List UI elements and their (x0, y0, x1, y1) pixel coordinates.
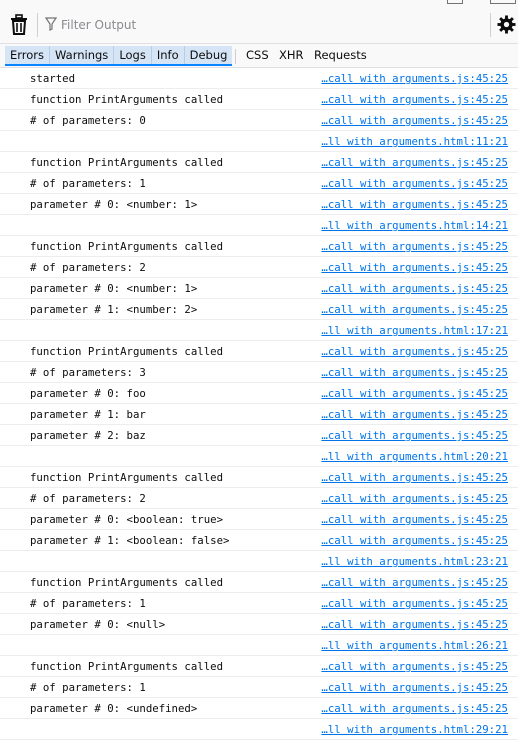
top-edge-mark (447, 0, 463, 4)
trash-icon[interactable] (9, 14, 29, 36)
log-message-text: # of parameters: 3 (30, 366, 146, 379)
log-source-link[interactable]: …call with arguments.js:45:25 (321, 177, 508, 190)
log-level-filters (5, 46, 232, 66)
log-message (0, 362, 518, 383)
console-toolbar (0, 0, 518, 44)
log-message (0, 152, 518, 173)
log-message-text: parameter # 0: <number: 1> (30, 282, 198, 295)
log-message (0, 446, 518, 467)
log-message (0, 110, 518, 131)
log-message (0, 572, 518, 593)
log-source-link[interactable]: …ll with arguments.html:23:21 (321, 555, 508, 568)
log-source-link[interactable]: …ll with arguments.html:26:21 (321, 639, 508, 652)
top-edge-mark (490, 0, 516, 4)
log-message (0, 635, 518, 656)
log-message-text: function PrintArguments called (30, 156, 224, 169)
log-source-link[interactable]: …call with arguments.js:45:25 (321, 429, 508, 442)
filter-requests-button[interactable]: Requests (314, 48, 367, 62)
log-message-text: parameter # 1: bar (30, 408, 146, 421)
log-source-link[interactable]: …call with arguments.js:45:25 (321, 702, 508, 715)
log-message-text: # of parameters: 2 (30, 261, 146, 274)
log-source-link[interactable]: …call with arguments.js:45:25 (321, 114, 508, 127)
log-source-link[interactable]: …call with arguments.js:45:25 (321, 366, 508, 379)
console-output (0, 68, 518, 740)
log-source-link[interactable]: …ll with arguments.html:20:21 (321, 450, 508, 463)
log-source-link[interactable]: …call with arguments.js:45:25 (321, 597, 508, 610)
log-message (0, 278, 518, 299)
toolbar-separator (37, 13, 38, 37)
log-message (0, 320, 518, 341)
log-source-link[interactable]: …call with arguments.js:45:25 (321, 534, 508, 547)
log-source-link[interactable]: …call with arguments.js:45:25 (321, 156, 508, 169)
log-message (0, 341, 518, 362)
filter-info-button[interactable]: Info (152, 46, 185, 64)
log-source-link[interactable]: …ll with arguments.html:11:21 (321, 135, 508, 148)
log-message (0, 68, 518, 89)
log-message (0, 551, 518, 572)
log-source-link[interactable]: …call with arguments.js:45:25 (321, 471, 508, 484)
filter-debug-button[interactable]: Debug (189, 48, 228, 62)
filter-output-input[interactable] (61, 14, 481, 36)
log-source-link[interactable]: …ll with arguments.html:14:21 (321, 219, 508, 232)
log-message-text: function PrintArguments called (30, 345, 224, 358)
log-message-text: # of parameters: 1 (30, 177, 146, 190)
log-message (0, 488, 518, 509)
log-message (0, 131, 518, 152)
log-message (0, 677, 518, 698)
log-message (0, 593, 518, 614)
log-message-text: # of parameters: 1 (30, 597, 146, 610)
filter-warnings-button[interactable]: Warnings (50, 46, 114, 64)
log-message (0, 215, 518, 236)
log-message (0, 173, 518, 194)
log-message (0, 530, 518, 551)
log-message-text: function PrintArguments called (30, 471, 224, 484)
funnel-icon (45, 17, 57, 31)
log-source-link[interactable]: …call with arguments.js:45:25 (321, 576, 508, 589)
log-message (0, 383, 518, 404)
filter-bar (0, 44, 518, 68)
log-message-text: function PrintArguments called (30, 576, 224, 589)
log-message (0, 719, 518, 740)
log-source-link[interactable]: …call with arguments.js:45:25 (321, 492, 508, 505)
log-message (0, 656, 518, 677)
log-message-text: parameter # 2: baz (30, 429, 146, 442)
log-source-link[interactable]: …call with arguments.js:45:25 (321, 261, 508, 274)
log-source-link[interactable]: …call with arguments.js:45:25 (321, 618, 508, 631)
filter-errors-button[interactable]: Errors (5, 46, 50, 64)
log-message (0, 404, 518, 425)
log-source-link[interactable]: …call with arguments.js:45:25 (321, 345, 508, 358)
log-message-text: # of parameters: 1 (30, 681, 146, 694)
log-message-text: # of parameters: 0 (30, 114, 146, 127)
log-message (0, 467, 518, 488)
log-message (0, 89, 518, 110)
gear-icon[interactable] (497, 15, 516, 34)
log-message (0, 257, 518, 278)
log-source-link[interactable]: …call with arguments.js:45:25 (321, 681, 508, 694)
log-message (0, 194, 518, 215)
log-message (0, 299, 518, 320)
log-message-text: parameter # 1: <boolean: false> (30, 534, 230, 547)
log-message-text: function PrintArguments called (30, 660, 224, 673)
log-message-text: # of parameters: 2 (30, 492, 146, 505)
log-message-text: parameter # 0: foo (30, 387, 146, 400)
log-message (0, 698, 518, 719)
log-source-link[interactable]: …call with arguments.js:45:25 (321, 660, 508, 673)
log-source-link[interactable]: …call with arguments.js:45:25 (321, 303, 508, 316)
log-source-link[interactable]: …call with arguments.js:45:25 (321, 198, 508, 211)
log-message-text: parameter # 0: <boolean: true> (30, 513, 224, 526)
log-source-link[interactable]: …ll with arguments.html:29:21 (321, 723, 508, 736)
log-message-text: parameter # 0: <number: 1> (30, 198, 198, 211)
log-message-text: parameter # 0: <undefined> (30, 702, 198, 715)
log-source-link[interactable]: …call with arguments.js:45:25 (321, 240, 508, 253)
log-message-text: parameter # 1: <number: 2> (30, 303, 198, 316)
log-message (0, 425, 518, 446)
filter-xhr-button[interactable]: XHR (279, 48, 304, 62)
log-message-text: function PrintArguments called (30, 93, 224, 106)
filter-logs-button[interactable]: Logs (114, 46, 152, 64)
log-source-link[interactable]: …call with arguments.js:45:25 (321, 387, 508, 400)
log-source-link[interactable]: …call with arguments.js:45:25 (321, 408, 508, 421)
log-message-text: started (30, 72, 76, 85)
log-source-link[interactable]: …call with arguments.js:45:25 (321, 513, 508, 526)
log-message-text: parameter # 0: <null> (30, 618, 166, 631)
log-source-link[interactable]: …ll with arguments.html:17:21 (321, 324, 508, 337)
log-source-link[interactable]: …call with arguments.js:45:25 (321, 93, 508, 106)
log-source-link[interactable]: …call with arguments.js:45:25 (321, 72, 508, 85)
filter-css-button[interactable]: CSS (246, 48, 269, 62)
log-message (0, 236, 518, 257)
log-message (0, 509, 518, 530)
filter-separator (235, 49, 236, 64)
log-message-text: function PrintArguments called (30, 240, 224, 253)
log-source-link[interactable]: …call with arguments.js:45:25 (321, 282, 508, 295)
log-message (0, 614, 518, 635)
toolbar-separator (490, 13, 491, 37)
